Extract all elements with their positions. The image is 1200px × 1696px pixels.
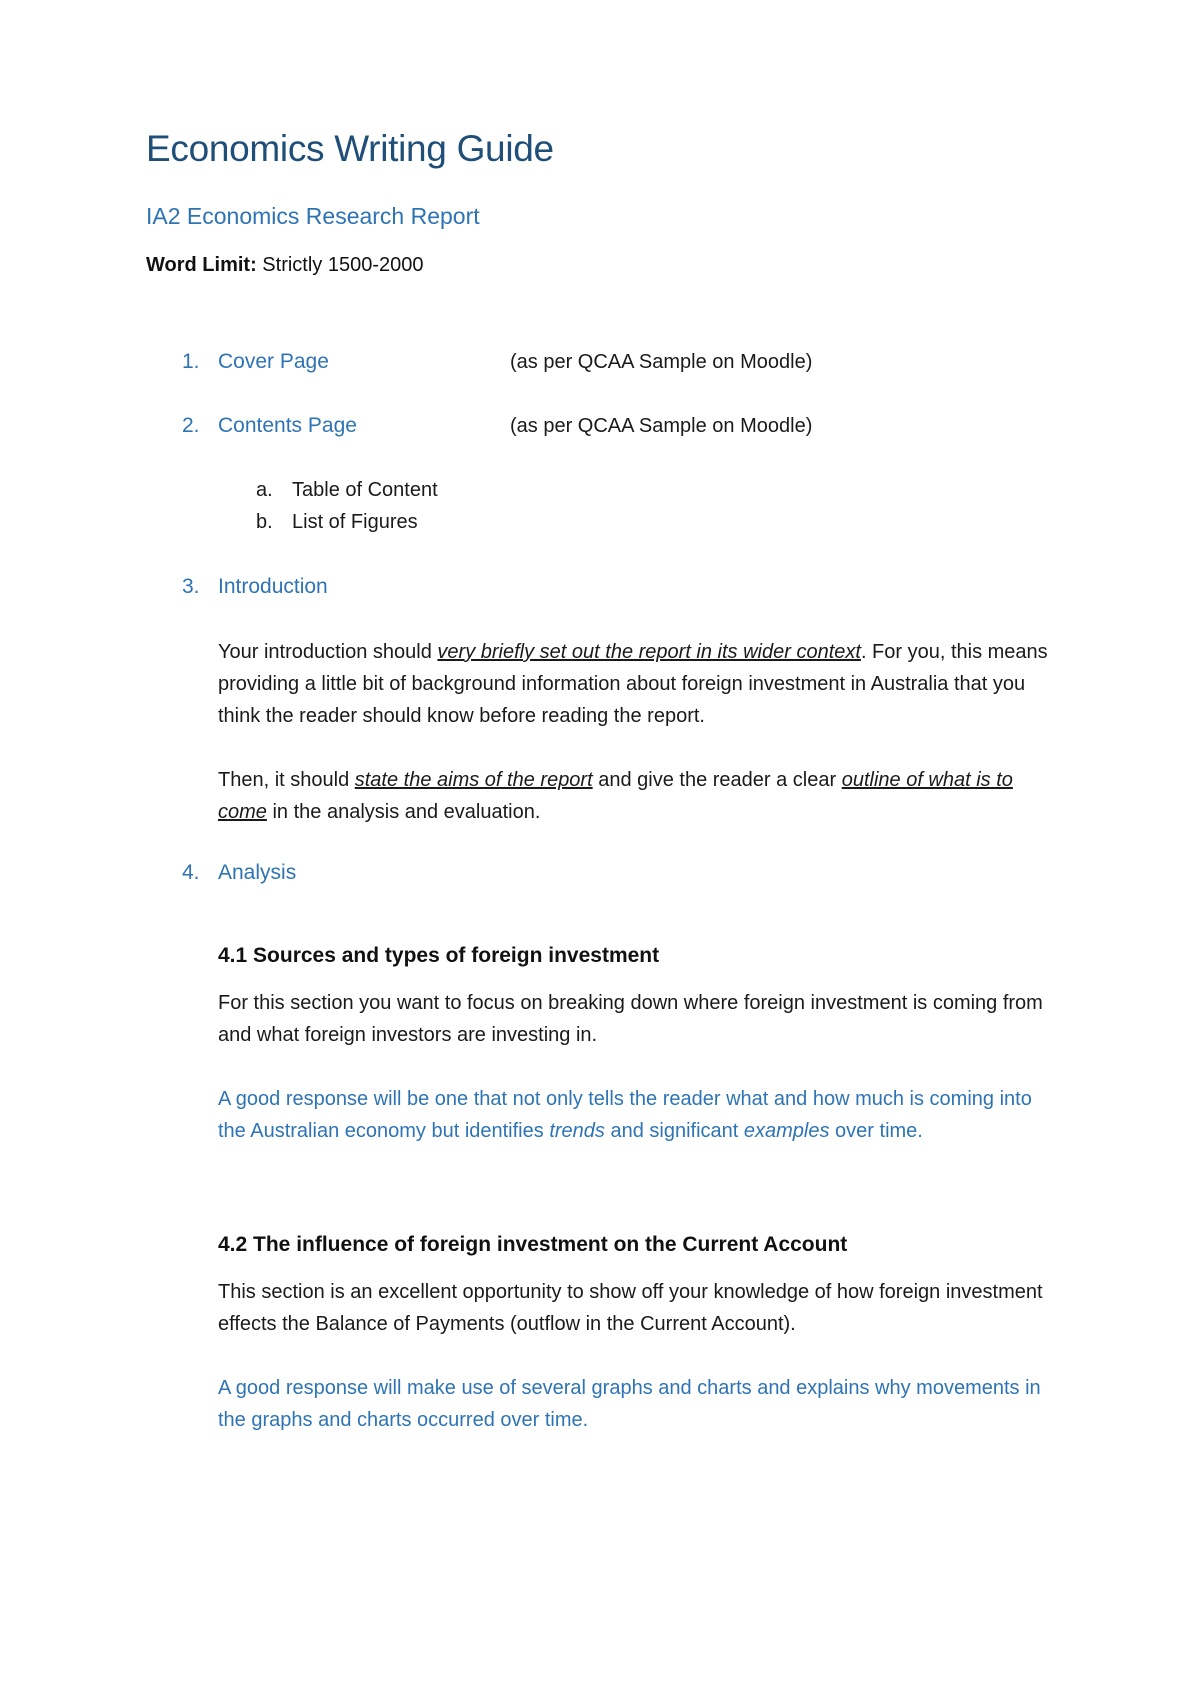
- emphasis-text: very briefly set out the report in its wider context: [437, 641, 861, 663]
- subsection-heading-4-1: 4.1 Sources and types of foreign investment: [218, 944, 660, 967]
- emphasis-text: outline of what is to come: [218, 769, 1013, 823]
- word-limit-label: Word Limit:: [146, 254, 257, 276]
- text-run: and significant: [604, 1120, 744, 1142]
- section-heading-introduction: [182, 575, 328, 599]
- introduction-paragraph-2: [218, 764, 1058, 828]
- section-title: Contents Page: [218, 414, 357, 437]
- analysis-4-1-tip: [218, 1083, 1058, 1147]
- text-run: A good response will be one that not only tells the reader what and how much is coming into the Australian economy but identifies: [218, 1088, 1032, 1142]
- word-limit-value: Strictly 1500-2000: [256, 254, 424, 276]
- word-limit: [146, 254, 424, 277]
- underlined-phrase: [437, 641, 861, 663]
- list-item-label: List of Figures: [292, 511, 418, 533]
- section-title: Introduction: [218, 575, 328, 598]
- emphasis-text: examples: [743, 1120, 830, 1142]
- emphasis-text: state the aims of the report: [354, 769, 593, 791]
- text-run: Then, it should: [218, 769, 355, 791]
- analysis-4-1-paragraph: For this section you want to focus on breaking down where foreign investment is coming from and what foreign investors are investing in.: [218, 992, 1043, 1046]
- section-number: 4.: [182, 861, 200, 884]
- section-title: Cover Page: [218, 350, 329, 373]
- text-run: in the analysis and evaluation.: [266, 801, 541, 823]
- emphasis-text: trends: [549, 1120, 605, 1142]
- text-run: over time.: [829, 1120, 923, 1142]
- list-item-letter: b.: [256, 511, 273, 533]
- cover-page-note: (as per QCAA Sample on Moodle): [510, 351, 813, 373]
- section-number: 3.: [182, 575, 200, 598]
- list-item-letter: a.: [256, 479, 273, 501]
- section-title: Analysis: [218, 861, 297, 884]
- document-subtitle: IA2 Economics Research Report: [146, 203, 480, 229]
- list-item: [256, 479, 438, 502]
- text-run: Your introduction should: [218, 641, 438, 663]
- text-run: . For you, this means providing a little bit of background information about foreign investment in Australia that you think the reader should know before reading the report.: [218, 641, 1048, 727]
- analysis-4-2-paragraph: This section is an excellent opportunity to show off your knowledge of how foreign investment effects the Balance of Payments (outflow in the Current Account).: [218, 1281, 1043, 1335]
- section-heading-cover-page: [182, 350, 329, 374]
- introduction-paragraph-1: [218, 636, 1058, 732]
- text-run: and give the reader a clear: [592, 769, 842, 791]
- contents-page-note: (as per QCAA Sample on Moodle): [510, 415, 813, 437]
- list-item-label: Table of Content: [292, 479, 438, 501]
- section-number: 2.: [182, 414, 200, 437]
- document-title: Economics Writing Guide: [146, 128, 554, 169]
- section-number: 1.: [182, 350, 200, 373]
- analysis-4-2-tip: A good response will make use of several graphs and charts and explains why movements in the graphs and charts occurred over time.: [218, 1377, 1041, 1431]
- underlined-phrase: [355, 769, 593, 791]
- section-heading-contents-page: [182, 414, 357, 438]
- subsection-heading-4-2: 4.2 The influence of foreign investment on the Current Account: [218, 1233, 848, 1256]
- section-heading-analysis: [182, 861, 296, 885]
- list-item: [256, 511, 418, 534]
